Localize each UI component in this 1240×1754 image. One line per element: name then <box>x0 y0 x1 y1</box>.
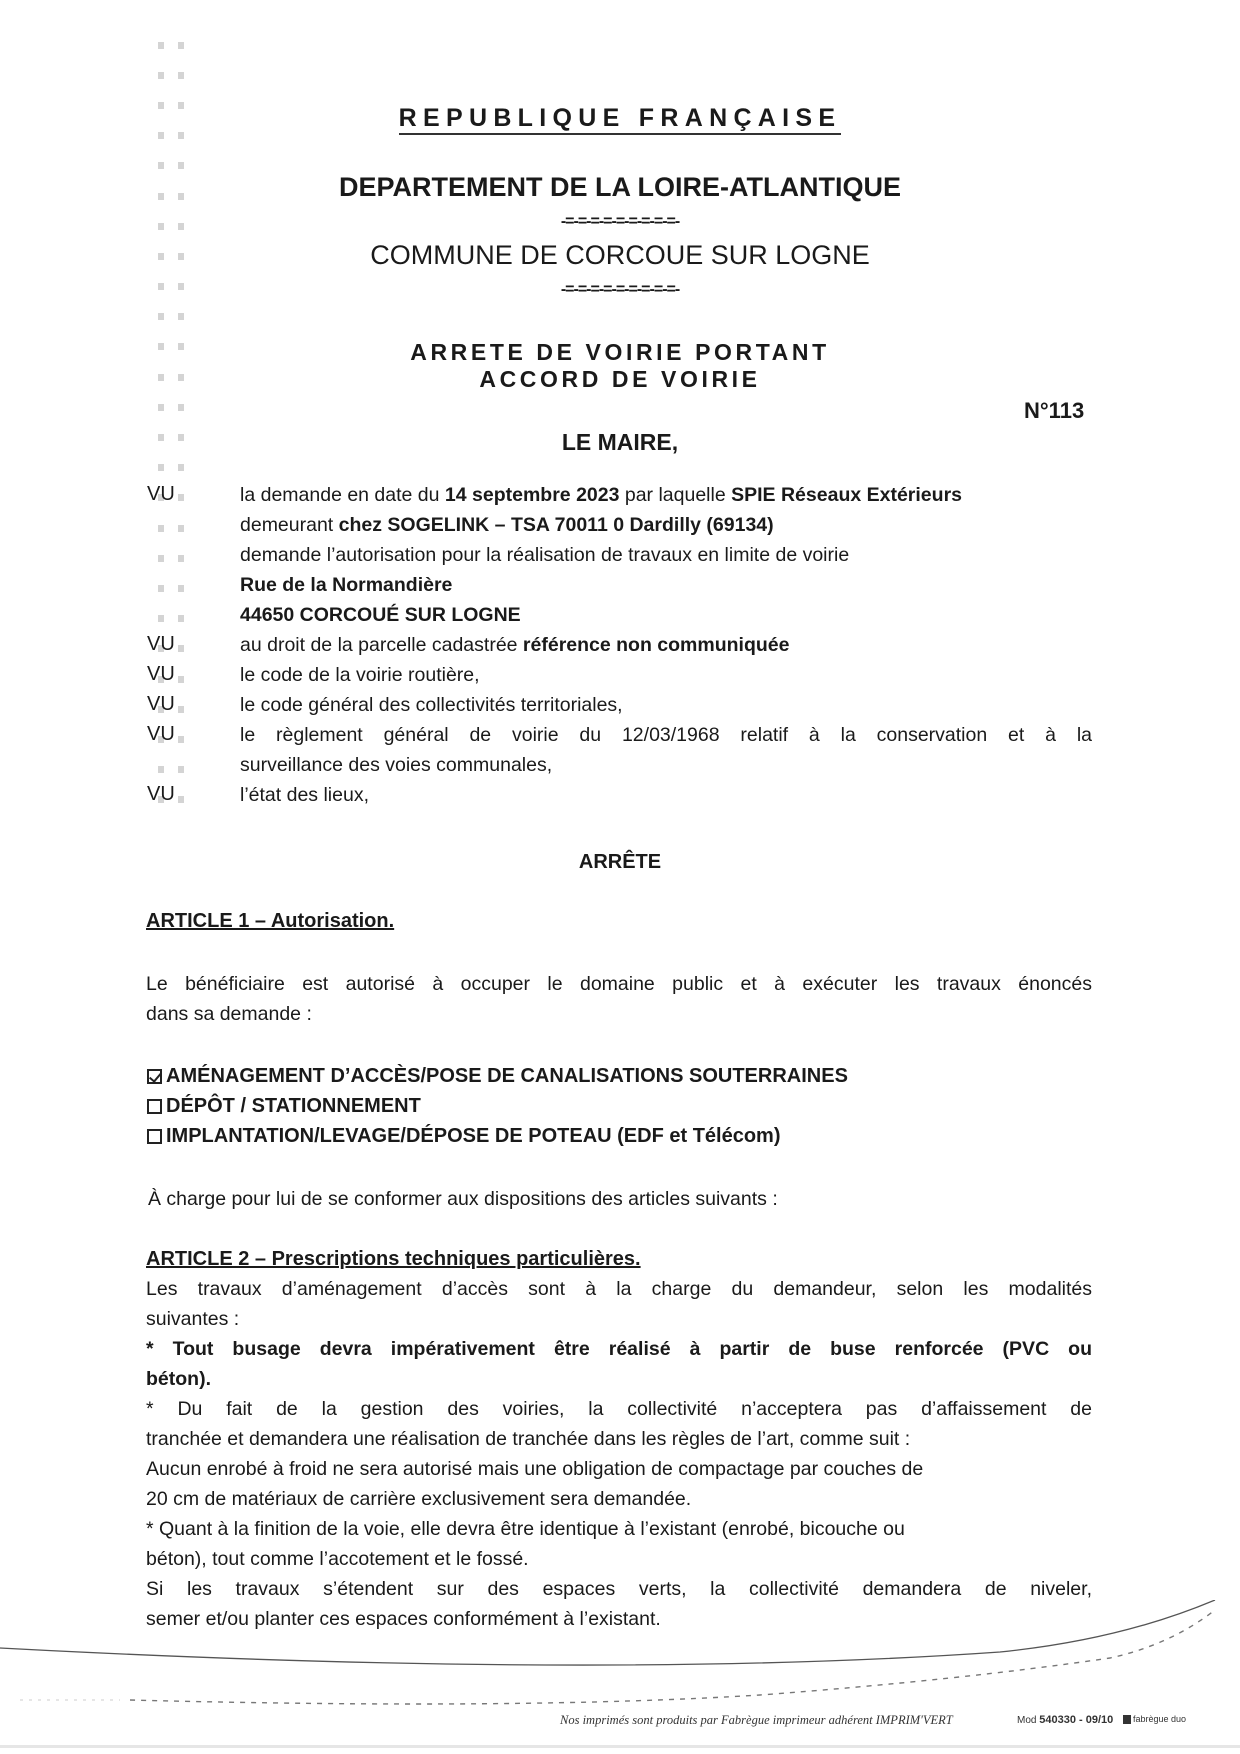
vu-label: VU <box>147 663 175 685</box>
article1-heading: ARTICLE 1 – Autorisation. <box>146 910 395 932</box>
visa-etat-lieux: l’état des lieux, <box>240 784 369 806</box>
visa-cgct: le code général des collectivités territoriales, <box>240 694 623 716</box>
visa-demande-line1: la demande en date du 14 septembre 2023 par laquelle SPIE Réseaux Extérieurs <box>240 484 963 506</box>
article2-p5-line1: Si les travaux s’étendent sur des espaces verts, la collectivité demandera de niveler, <box>146 1578 1092 1600</box>
checkbox-empty-icon[interactable] <box>147 1129 162 1144</box>
separator-line: -=-=-=-=-=-=-=-=-=- <box>560 213 680 230</box>
document-title-line2: ACCORD DE VOIRIE <box>479 366 761 392</box>
article2-p3-line3: Aucun enrobé à froid ne sera autorisé mais une obligation de compactage par couches de <box>146 1458 924 1480</box>
republique-header: REPUBLIQUE FRANÇAISE <box>0 104 1240 133</box>
article2-p2-line2: béton). <box>146 1368 211 1390</box>
article2-heading: ARTICLE 2 – Prescriptions techniques particulières. <box>146 1248 641 1270</box>
visa-city: 44650 CORCOUÉ SUR LOGNE <box>240 604 521 626</box>
visa-parcelle: au droit de la parcelle cadastrée référence non communiquée <box>240 634 790 656</box>
checkbox-checked-icon[interactable] <box>147 1069 162 1084</box>
option-label: AMÉNAGEMENT D’ACCÈS/POSE DE CANALISATIONS SOUTERRAINES <box>166 1065 848 1087</box>
article2-p3-line2: tranchée et demandera une réalisation de tranchée dans les règles de l’art, comme suit : <box>146 1428 911 1450</box>
departement-title: DEPARTEMENT DE LA LOIRE-ATLANTIQUE <box>339 172 901 202</box>
option-poteau[interactable] <box>147 1125 781 1148</box>
bottom-rule <box>0 1745 1240 1748</box>
article2-p4-line1: * Quant à la finition de la voie, elle devra être identique à l’existant (enrobé, bicouche ou <box>146 1518 905 1540</box>
vu-label: VU <box>147 723 175 745</box>
article1-text-line1: Le bénéficiaire est autorisé à occuper le domaine public et à exécuter les travaux énoncés <box>146 973 1092 995</box>
arrete-number: N°113 <box>1024 398 1085 423</box>
document-title-line1: ARRETE DE VOIRIE PORTANT <box>410 339 830 365</box>
le-maire-heading: LE MAIRE, <box>561 429 679 455</box>
option-amenagement[interactable] <box>147 1065 848 1088</box>
vu-label: VU <box>147 783 175 805</box>
decorative-curve-lines <box>0 1600 1240 1710</box>
brand-logo-icon <box>1123 1715 1131 1724</box>
option-label: DÉPÔT / STATIONNEMENT <box>166 1095 421 1117</box>
separator-line: -=-=-=-=-=-=-=-=-=- <box>560 281 680 298</box>
visa-street: Rue de la Normandière <box>240 574 453 596</box>
article2-p4-line2: béton), tout comme l’accotement et le fossé. <box>146 1548 529 1570</box>
visa-demande-line3: demande l’autorisation pour la réalisation de travaux en limite de voirie <box>240 544 850 566</box>
vu-label: VU <box>147 693 175 715</box>
article2-p3-line1: * Du fait de la gestion des voiries, la collectivité n’acceptera pas d’affaissement de <box>146 1398 1092 1420</box>
arrete-heading: ARRÊTE <box>578 851 662 873</box>
printer-footer: Nos imprimés sont produits par Fabrègue imprimeur adhérent IMPRIM'VERT <box>560 1713 953 1727</box>
vu-label: VU <box>147 633 175 655</box>
commune-title: COMMUNE DE CORCOUE SUR LOGNE <box>370 240 870 270</box>
visa-demande-line2: demeurant chez SOGELINK – TSA 70011 0 Dardilly (69134) <box>240 514 774 536</box>
article1-charge: À charge pour lui de se conformer aux dispositions des articles suivants : <box>148 1188 778 1210</box>
visa-reglement-line2: surveillance des voies communales, <box>240 754 553 776</box>
checkbox-empty-icon[interactable] <box>147 1099 162 1114</box>
option-label: IMPLANTATION/LEVAGE/DÉPOSE DE POTEAU (EDF et Télécom) <box>166 1125 781 1147</box>
vu-label: VU <box>147 483 175 505</box>
visa-reglement-line1: le règlement général de voirie du 12/03/1968 relatif à la conservation et à la <box>240 724 1092 746</box>
article2-p2-line1: * Tout busage devra impérativement être réalisé à partir de buse renforcée (PVC ou <box>146 1338 1092 1360</box>
option-depot[interactable] <box>147 1095 421 1118</box>
form-model-number: Mod 540330 - 09/10 <box>1017 1714 1114 1726</box>
article2-p5-line2: semer et/ou planter ces espaces conformément à l’existant. <box>146 1608 661 1630</box>
article2-p3-line4: 20 cm de matériaux de carrière exclusivement sera demandée. <box>146 1488 692 1510</box>
article2-p1-line1: Les travaux d’aménagement d’accès sont à la charge du demandeur, selon les modalités <box>146 1278 1092 1300</box>
article1-text-line2: dans sa demande : <box>146 1003 312 1025</box>
visa-code-voirie: le code de la voirie routière, <box>240 664 480 686</box>
printer-brand: fabrègue duo <box>1123 1714 1186 1724</box>
article2-p1-line2: suivantes : <box>146 1308 240 1330</box>
